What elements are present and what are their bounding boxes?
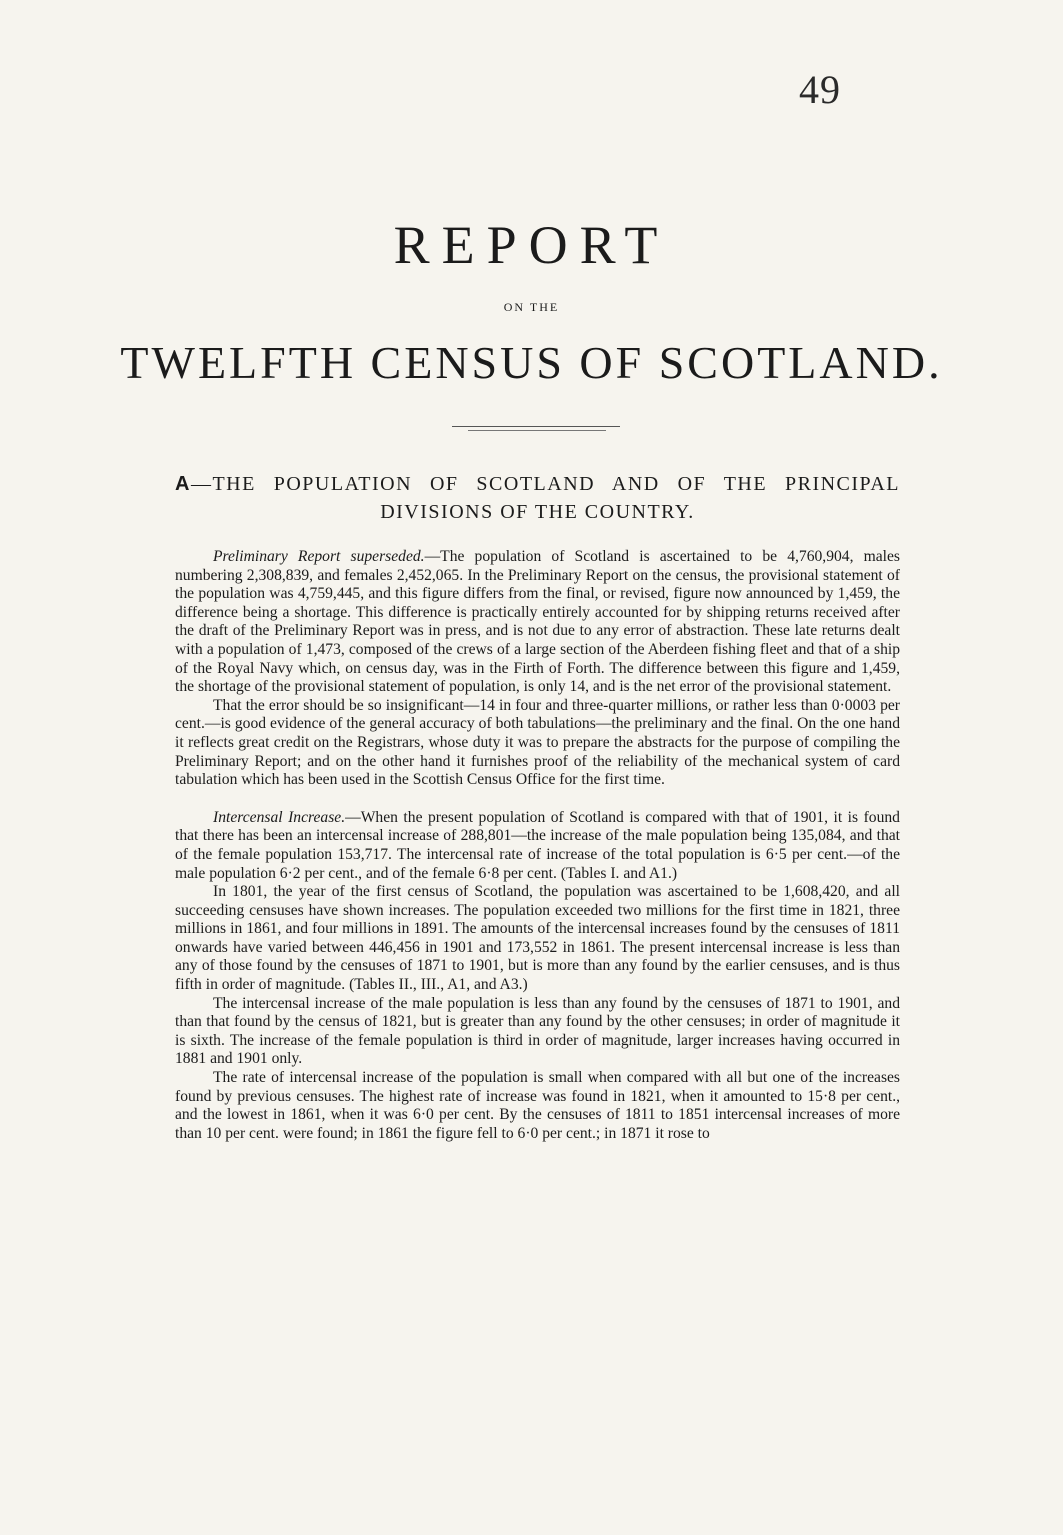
section-letter: A [175, 473, 191, 495]
paragraph-lead: Intercensal Increase. [213, 808, 346, 826]
paragraph-text: The intercensal increase of the male population is less than any found by the censuses of 1871 to 1901, and than that found by the census of 1821, but is greater than any found by the other censuses; in order of magnitude it is sixth. The increase of the female population is third in order of magnitude, larger increases having occurred in 1881 and 1901 only. [175, 994, 900, 1068]
section-heading-text: —THE POPULATION OF SCOTLAND AND OF THE PRINCIPAL [190, 473, 900, 495]
report-title: REPORT [393, 215, 670, 275]
paragraph-text: —The population of Scotland is ascertained to be 4,760,904, males numbering 2,308,839, and females 2,452,065. In the Preliminary Report on the census, the provisional statement of the population was 4,759,445, and this figure differs from the final, or revised, figure now announced by 1,459, the difference being a shortage. This difference is practically entirely accounted for by shipping returns received after the draft of the Preliminary Report was in press, and is not due to any error of abstraction. These late returns dealt with a population of 1,473, composed of the crews of a large section of the Aberdeen fishing fleet and that of a ship of the Royal Navy which, on census day, was in the Firth of Forth. The difference between this figure and 1,459, the shortage of the provisional statement of population, is only 14, and is the net error of the provisional statement. [175, 548, 900, 696]
paragraph-text: In 1801, the year of the first census of Scotland, the population was ascertained to be 1,608,420, and all succeeding censuses have shown increases. The population exceeded two millions for the first time in 1821, three millions in 1861, and four millions in 1891. The amounts of the intercensal increases found by the censuses of 1811 onwards have varied between 446,456 in 1901 and 173,552 in 1861. The present intercensal increase is less than any of those found by the censuses of 1871 to 1901, but is more than any found by the earlier censuses, and is thus fifth in order of magnitude. (Tables II., III., A1, and A3.) [175, 883, 900, 994]
paragraph-lead: Preliminary Report superseded. [213, 548, 425, 565]
paragraph-text: That the error should be so insignificant—14 in four and three-quarter millions, or rather less than 0·0003 per cent.—is good evidence of the general accuracy of both tabulations—the preliminary and the final. On the one hand it reflects great credit on the Registrars, whose duty it was to prepare the abstracts for the purpose of compiling the Preliminary Report; and on the other hand it furnishes proof of the reliability of the mechanical system of card tabulation which has been used in the Scottish Census Office for the first time. [175, 696, 900, 789]
section-heading-line-2: DIVISIONS OF THE COUNTRY. [380, 501, 695, 523]
divider-rule-secondary [468, 430, 606, 431]
paragraph-male-increase [175, 995, 900, 1069]
paragraph-preliminary-report [175, 548, 900, 697]
section-heading-line-1 [175, 470, 900, 498]
paragraph-intercensal-increase [175, 809, 900, 883]
divider-rule [452, 426, 620, 427]
section-heading [175, 470, 900, 526]
paragraph-text: The rate of intercensal increase of the population is small when compared with all but one of the increases found by previous censuses. The highest rate of increase was found in 1821, when it amounted to 15·8 per cent., and the lowest in 1861, when it was 6·0 per cent. By the censuses of 1811 to 1851 intercensal increases of more than 10 per cent. were found; in 1861 the figure fell to 6·0 per cent.; in 1871 it rose to [175, 1069, 900, 1142]
report-subtitle: TWELFTH CENSUS OF SCOTLAND. [120, 337, 943, 388]
paragraph-rate-of-increase [175, 1069, 900, 1143]
page-number: 49 [799, 67, 841, 112]
title-connector: ON THE [503, 300, 560, 314]
paragraph-error-accuracy [175, 697, 900, 790]
paragraph-1801-census [175, 883, 900, 995]
paragraph-text: —When the present population of Scotland is compared with that of 1901, it is found that there has been an intercensal increase of 288,801—the increase of the male population being 135,084, and that of the female population 153,717. The intercensal rate of increase of the total population is 6·5 per cent.—of the male population 6·2 per cent., and of the female 6·8 per cent. (Tables I. and A1.) [175, 808, 900, 882]
body-text [175, 548, 900, 1143]
